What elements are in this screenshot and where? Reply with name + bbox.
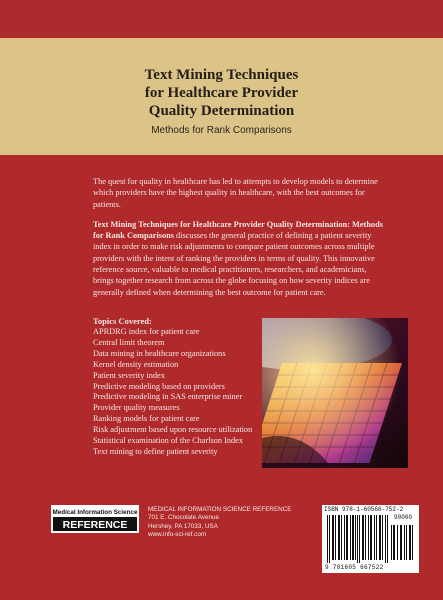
logo-bottom-text: REFERENCE [62,519,128,531]
publisher-website: www.info-sci-ref.com [148,531,207,539]
topic-item: Statistical examination of the Charlson Index [93,436,244,446]
topic-item: Risk adjustment based upon resource utilization [93,425,253,435]
topic-item: Predictive modeling in SAS enterprise miner [93,392,243,402]
address-line: Hershey, PA 17033, USA [148,522,218,530]
isbn-text: ISBN 978-1-60566-752-2 [324,506,404,513]
isbn-barcode [322,505,419,573]
book-subtitle: Methods for Rank Comparisons [151,125,292,136]
topics-heading: Topics Covered: [93,316,152,326]
book-title [0,66,443,120]
description-paragraph-1: The quest for quality in healthcare has led to attempts to develop models to determine which providers have the highest quality in healthcare, with the best outcomes for patients. [93,177,378,209]
top-color-band [0,0,443,38]
description-paragraph-2 [93,219,383,298]
address-line: 701 E. Chocolate Avenue [148,514,219,522]
topic-item: Patient severity index [93,370,165,380]
publisher-logo [51,505,139,533]
topic-item: Central limit theorem [93,337,165,347]
barcode-digits: 9 781605 667522 [325,564,384,571]
microchip-illustration [262,318,408,468]
topics-list [93,327,252,458]
description-bold-title: Text Mining Techniques for Healthcare Provider Quality Determination: Methods for Rank Comparisons [93,219,383,241]
book-description [93,176,383,307]
topic-item: APRDRG index for patient care [93,327,200,336]
description-paragraph-2-text: discusses the general practice of defining a patient severity index in order to make risk adjustments to compare patient outcomes across multiple providers with the intent of ranking the providers in terms of quality. This innovative reference source, valuable to medical practitioners, researchers, and academicians, brings together research from across the globe focusing on how severity indices are generally defined when determining the best outcome for patient care. [93,231,375,297]
topic-item: Predictive modeling based on providers [93,381,225,391]
topic-item: Ranking models for patient care [93,414,200,424]
cover-photo-microchip [262,318,408,468]
book-title-line-3: Quality Determination [148,103,295,119]
address-line: MEDICAL INFORMATION SCIENCE REFERENCE [148,506,292,513]
topic-item: Text mining to define patient severity [93,446,218,456]
logo-top-text: Medical Information Science [52,509,138,516]
topic-item: Data mining in healthcare organizations [93,348,226,358]
topic-item: Provider quality measures [93,403,180,413]
publisher-address [148,506,291,540]
barcode-bars [322,505,419,573]
book-title-line-2: for Healthcare Provider [144,85,299,101]
price-code: 90000 [394,514,413,521]
topic-item: Kernel density estimation [93,359,179,369]
book-title-line-1: Text Mining Techniques [144,67,299,83]
